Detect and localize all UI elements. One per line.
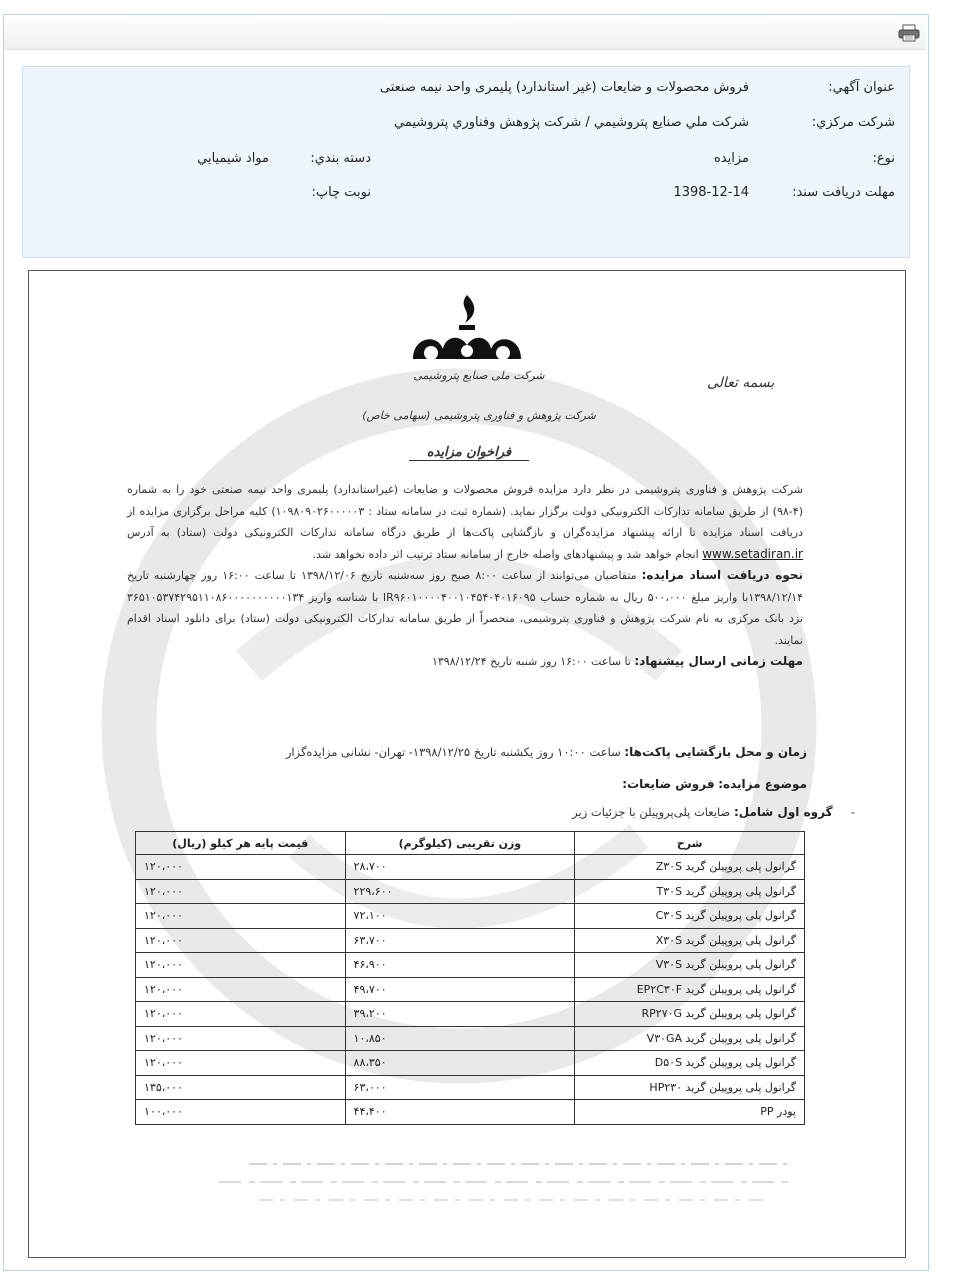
company-value: شرکت ملي صنايع پتروشيمي / شرکت پژوهش وفناوري پتروشيمي xyxy=(394,115,749,130)
intro-text: شرکت پژوهش و فناوری پتروشیمی در نظر دارد مزایده فروش محصولات و ضایعات (غیراستاندارد) پلیمری واحد نیمه صنعتی خود را به شماره (۴-۹۸) از طریق سامانه تدارکات الکترونیکی دولت برگزار نماید. (شماره ثبت در سامانه ستاد : ۱۰۹۸۰۹۰۲۶۰۰۰۰۰۳) کلیه مراحل برگزاری مزایده از دریافت اسناد مزایده تا ارائه پیشنهاد مزایده‌گران و بازگشایی پاکت‌ها از طریق درگاه سامانه تدارکات الکترونیکی دولت (ستاد) به آدرس xyxy=(127,483,803,539)
row-price: ۱۲۰،۰۰۰ xyxy=(136,855,346,880)
row-description: گرانول پلی پروپیلن گرید X۳۰S xyxy=(575,928,805,953)
group-text: ضایعات پلی‌پروپیلن با جزئیات زیر xyxy=(572,805,731,819)
row-weight: ۷۲،۱۰۰ xyxy=(345,904,575,929)
table-row xyxy=(136,953,805,978)
row-weight: ۲۲۹،۶۰۰ xyxy=(345,879,575,904)
row-description: گرانول پلی پروپیلن گرید RP۲۷۰G xyxy=(575,1002,805,1027)
row-price: ۱۲۰،۰۰۰ xyxy=(136,1051,346,1076)
faded-footer-text xyxy=(129,1156,809,1216)
table-header-row xyxy=(136,832,805,855)
row-weight: ۶۳،۷۰۰ xyxy=(345,928,575,953)
category-value: مواد شيميايي xyxy=(197,151,269,166)
row-description: گرانول پلی پروپیلن گرید D۵۰S xyxy=(575,1051,805,1076)
company-name-line1: شرکت ملی صنایع پتروشیمی xyxy=(413,369,545,382)
intro-paragraph xyxy=(127,479,803,673)
row-price: ۱۰۰،۰۰۰ xyxy=(136,1100,346,1125)
company-label: شرکت مرکزي: xyxy=(811,115,895,130)
table-row xyxy=(136,1100,805,1125)
row-weight: ۲۸،۷۰۰ xyxy=(345,855,575,880)
deadline-heading: مهلت زمانی ارسال پیشنهاد: xyxy=(634,654,803,668)
deadline-text: تا ساعت ۱۶:۰۰ روز شنبه تاریخ ۱۳۹۸/۱۲/۲۴ xyxy=(431,655,631,668)
row-price: ۱۲۰،۰۰۰ xyxy=(136,953,346,978)
header-description: شرح xyxy=(575,832,805,855)
opening-line xyxy=(286,745,807,759)
row-description: گرانول پلی پروپیلن گرید C۳۰S xyxy=(575,904,805,929)
header-price: قیمت پایه هر کیلو (ریال) xyxy=(136,832,346,855)
table-row xyxy=(136,977,805,1002)
row-weight: ۴۹،۷۰۰ xyxy=(345,977,575,1002)
group-bullet: - xyxy=(850,805,855,819)
opening-text: ساعت ۱۰:۰۰ روز یکشنبه تاریخ ۱۳۹۸/۱۲/۲۵- تهران- نشانی مزایده‌گزار xyxy=(285,745,621,759)
print-button[interactable] xyxy=(898,24,920,42)
title-value: فروش محصولات و ضایعات (غیر استاندارد) پلیمری واحد نیمه صنعتی xyxy=(379,80,749,95)
row-weight: ۶۳،۰۰۰ xyxy=(345,1075,575,1100)
receipt-heading: نحوه دریافت اسناد مزایده: xyxy=(641,568,803,582)
scanned-document xyxy=(28,270,906,1258)
ad-info-panel xyxy=(22,66,910,258)
row-price: ۱۲۰،۰۰۰ xyxy=(136,977,346,1002)
header-weight: وزن تقریبی (کیلوگرم) xyxy=(345,832,575,855)
document-title: فراخوان مزایده xyxy=(409,445,529,461)
row-description: گرانول پلی پروپیلن گرید V۳۰S xyxy=(575,953,805,978)
row-description: گرانول پلی پروپیلن گرید V۳۰GA xyxy=(575,1026,805,1051)
deadline-label: مهلت دريافت سند: xyxy=(792,185,895,200)
row-weight: ۴۴،۴۰۰ xyxy=(345,1100,575,1125)
deadline-value: 1398-12-14 xyxy=(673,185,749,200)
row-description: گرانول پلی پروپیلن گرید T۳۰S xyxy=(575,879,805,904)
row-price: ۱۲۰،۰۰۰ xyxy=(136,904,346,929)
table-row xyxy=(136,879,805,904)
table-row xyxy=(136,1051,805,1076)
table-row xyxy=(136,855,805,880)
row-description: پودر PP xyxy=(575,1100,805,1125)
company-name-line2: شرکت پژوهش و فناوری پتروشیمی (سهامی خاص) xyxy=(362,409,596,422)
row-weight: ۸۸،۳۵۰ xyxy=(345,1051,575,1076)
row-description: گرانول پلی پروپیلن گرید Z۳۰S xyxy=(575,855,805,880)
printer-icon xyxy=(898,24,920,42)
opening-heading: زمان و محل بازگشایی پاکت‌ها: xyxy=(624,745,807,759)
basmala: بسمه تعالی xyxy=(707,375,775,391)
title-label: عنوان آگهي: xyxy=(828,80,895,95)
petrochemical-logo-icon xyxy=(407,293,527,371)
intro-end-text: انجام خواهد شد و پیشنهادهای واصله خارج از سامانه ستاد ترتیب اثر داده نخواهد شد. xyxy=(312,547,699,561)
subject-text: فروش ضایعات: xyxy=(622,777,715,791)
row-price: ۱۳۵،۰۰۰ xyxy=(136,1075,346,1100)
table-row xyxy=(136,1075,805,1100)
row-weight: ۱۰،۸۵۰ xyxy=(345,1026,575,1051)
row-weight: ۳۹،۲۰۰ xyxy=(345,1002,575,1027)
print-round-label: نوبت چاپ: xyxy=(311,185,371,200)
row-price: ۱۲۰،۰۰۰ xyxy=(136,879,346,904)
type-value: مزايده xyxy=(713,151,749,166)
group-line xyxy=(572,805,855,819)
group-heading: گروه اول شامل: xyxy=(733,805,833,819)
subject-heading: موضوع مزایده: xyxy=(718,777,807,791)
website-link[interactable]: www.setadiran.ir xyxy=(702,546,803,561)
table-row xyxy=(136,1026,805,1051)
row-price: ۱۲۰،۰۰۰ xyxy=(136,1026,346,1051)
table-row xyxy=(136,904,805,929)
table-row xyxy=(136,1002,805,1027)
subject-line xyxy=(622,777,807,791)
tender-document xyxy=(29,271,905,1257)
receipt-text: متقاضیان می‌توانند از ساعت ۸:۰۰ صبح روز سه‌شنبه تاریخ ۱۳۹۸/۱۲/۰۶ تا ساعت ۱۶:۰۰ روز چهارشنبه تاریخ ۱۳۹۸/۱۲/۱۴با واریز مبلغ ۵۰۰،۰۰۰ ریال به شماره حساب IR۹۶۰۱۰۰۰۰۴۰۰۱۰۴۵۴۰۴۰۱۶۰۹۵ با شناسه واریز ۳۶۵۱۰۵۳۷۴۲۹۵۱۱۰۸۶۰۰۰۰۰۰۰۰۰۰۱۳۴ نزد بانک مرکزی به نام شرکت پژوهش و فناوری پتروشیمی، منحصراً از طریق سامانه تدارکات الکترونیکی دولت (ستاد) برای دانلود اسناد اقدام نمایند. xyxy=(127,569,804,647)
row-description: گرانول پلی پروپیلن گرید EP۲C۳۰F xyxy=(575,977,805,1002)
toolbar xyxy=(4,15,926,50)
items-table xyxy=(135,831,805,1125)
row-price: ۱۲۰،۰۰۰ xyxy=(136,1002,346,1027)
category-label: دسته بندي: xyxy=(310,151,371,166)
row-price: ۱۲۰،۰۰۰ xyxy=(136,928,346,953)
row-weight: ۴۶،۹۰۰ xyxy=(345,953,575,978)
row-description: گرانول پلی پروپیلن گرید HP۲۳۰ xyxy=(575,1075,805,1100)
type-label: نوع: xyxy=(872,151,895,166)
table-row xyxy=(136,928,805,953)
